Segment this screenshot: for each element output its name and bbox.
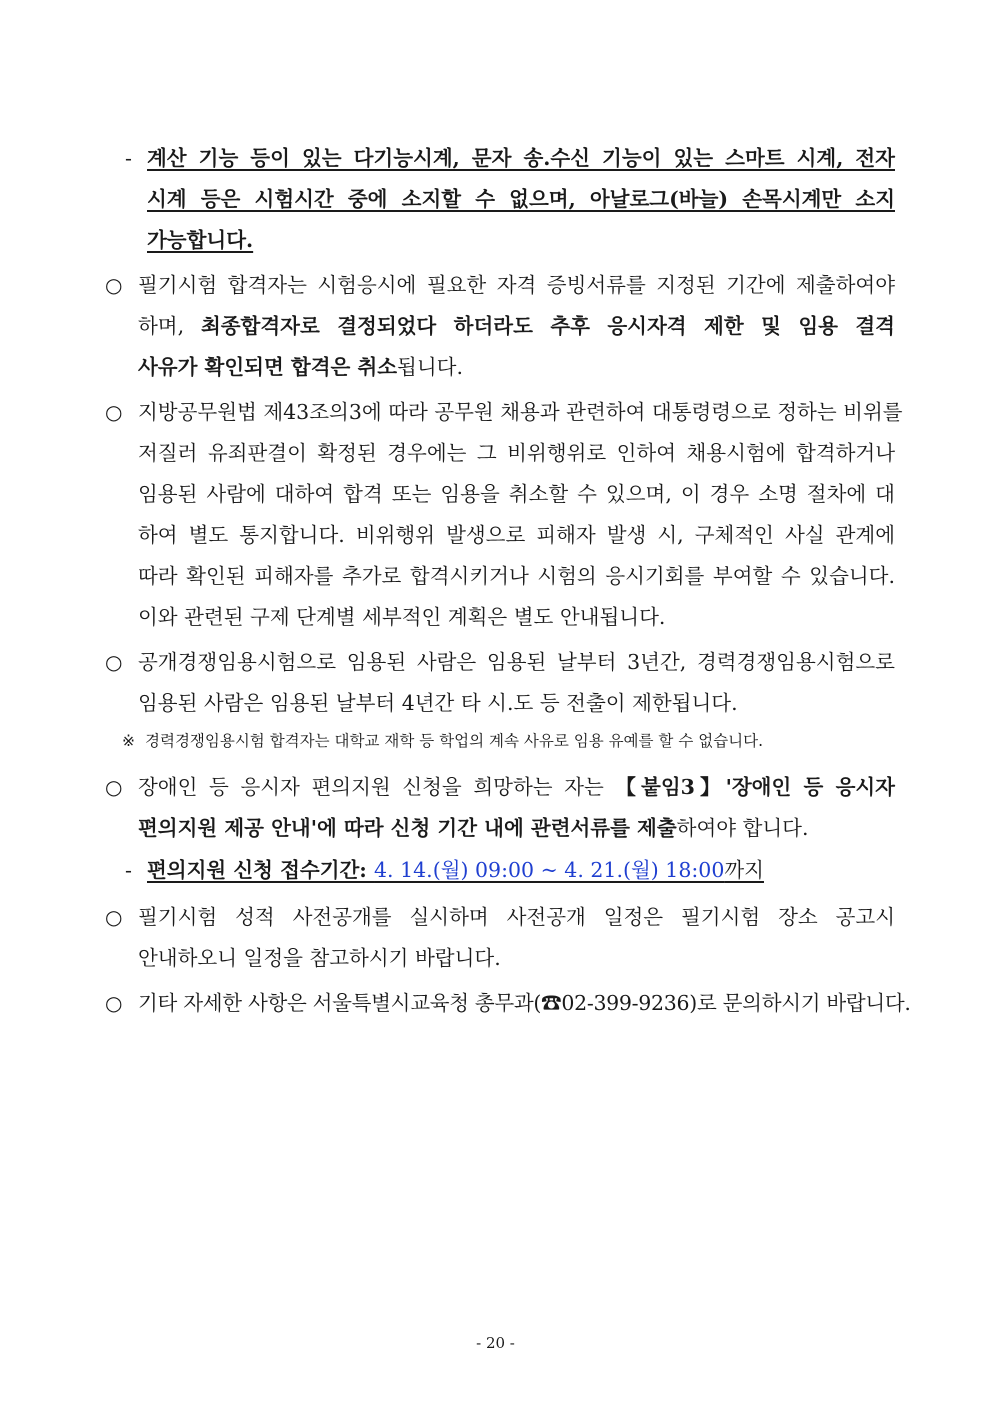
item1-line-3: 사유가 확인되면 합격은 취소됩니다.	[138, 355, 463, 379]
phone-icon: ☎	[541, 991, 562, 1015]
application-period-dates: 4. 14.(월) 09:00 ~ 4. 21.(월) 18:00	[374, 858, 725, 882]
item2-line-6: 이와 관련된 구제 단계별 세부적인 계획은 별도 안내됩니다.	[138, 605, 666, 629]
bullet-circle: ○	[105, 400, 123, 424]
item1-line-1: 필기시험 합격자는 시험응시에 필요한 자격 증빙서류를 지정된 기간에 제출하여야	[138, 273, 895, 297]
page-number: - 20 -	[476, 1334, 515, 1352]
item2-line-3: 임용된 사람에 대하여 합격 또는 임용을 취소할 수 있으며, 이 경우 소명 절차에 대	[138, 482, 895, 506]
item4-line-1: 장애인 등 응시자 편의지원 신청을 희망하는 자는 【붙임3】'장애인 등 응시자	[138, 775, 895, 799]
item2-line-1: 지방공무원법 제43조의3에 따라 공무원 채용과 관련하여 대통령령으로 정하는 비위를	[138, 400, 903, 424]
note-marker: ※	[122, 732, 135, 750]
item5-line-1: 필기시험 성적 사전공개를 실시하며 사전공개 일정은 필기시험 장소 공고시	[138, 905, 895, 929]
bullet-circle: ○	[105, 905, 123, 929]
dash1-line-2: 시계 등은 시험시간 중에 소지할 수 없으며, 아날로그(바늘) 손목시계만 소지	[147, 187, 895, 211]
dash-marker: -	[125, 146, 132, 170]
item3-line-2: 임용된 사람은 임용된 날부터 4년간 타 시.도 등 전출이 제한됩니다.	[138, 691, 738, 715]
item6-line-1: 기타 자세한 사항은 서울특별시교육청 총무과(☎02-399-9236)로 문의하시기 바랍니다.	[138, 991, 911, 1015]
bullet-circle: ○	[105, 273, 123, 297]
dash-marker: -	[125, 858, 132, 882]
item4-line-2: 편의지원 제공 안내'에 따라 신청 기간 내에 관련서류를 제출하여야 합니다.	[138, 816, 809, 840]
item3-line-1: 공개경쟁임용시험으로 임용된 사람은 임용된 날부터 3년간, 경력경쟁임용시험으로	[138, 650, 895, 674]
dash1-line-1: 계산 기능 등이 있는 다기능시계, 문자 송.수신 기능이 있는 스마트 시계, 전자	[147, 146, 895, 170]
item5-line-2: 안내하오니 일정을 참고하시기 바랍니다.	[138, 946, 501, 970]
item1-line-2: 하며, 최종합격자로 결정되었다 하더라도 추후 응시자격 제한 및 임용 결격	[138, 314, 895, 338]
bullet-circle: ○	[105, 775, 123, 799]
bullet-circle: ○	[105, 991, 123, 1015]
item2-line-2: 저질러 유죄판결이 확정된 경우에는 그 비위행위로 인하여 채용시험에 합격하거나	[138, 441, 895, 465]
dash1-line-3: 가능합니다.	[147, 228, 254, 252]
note-text: 경력경쟁임용시험 합격자는 대학교 재학 등 학업의 계속 사유로 임용 유예를 할 수 없습니다.	[145, 732, 764, 750]
application-period: 편의지원 신청 접수기간: 4. 14.(월) 09:00 ~ 4. 21.(월) 18:00까지	[147, 858, 764, 882]
item2-line-5: 따라 확인된 피해자를 추가로 합격시키거나 시험의 응시기회를 부여할 수 있습니다.	[138, 564, 895, 588]
item2-line-4: 하여 별도 통지합니다. 비위행위 발생으로 피해자 발생 시, 구체적인 사실 관계에	[138, 523, 895, 547]
bullet-circle: ○	[105, 650, 123, 674]
